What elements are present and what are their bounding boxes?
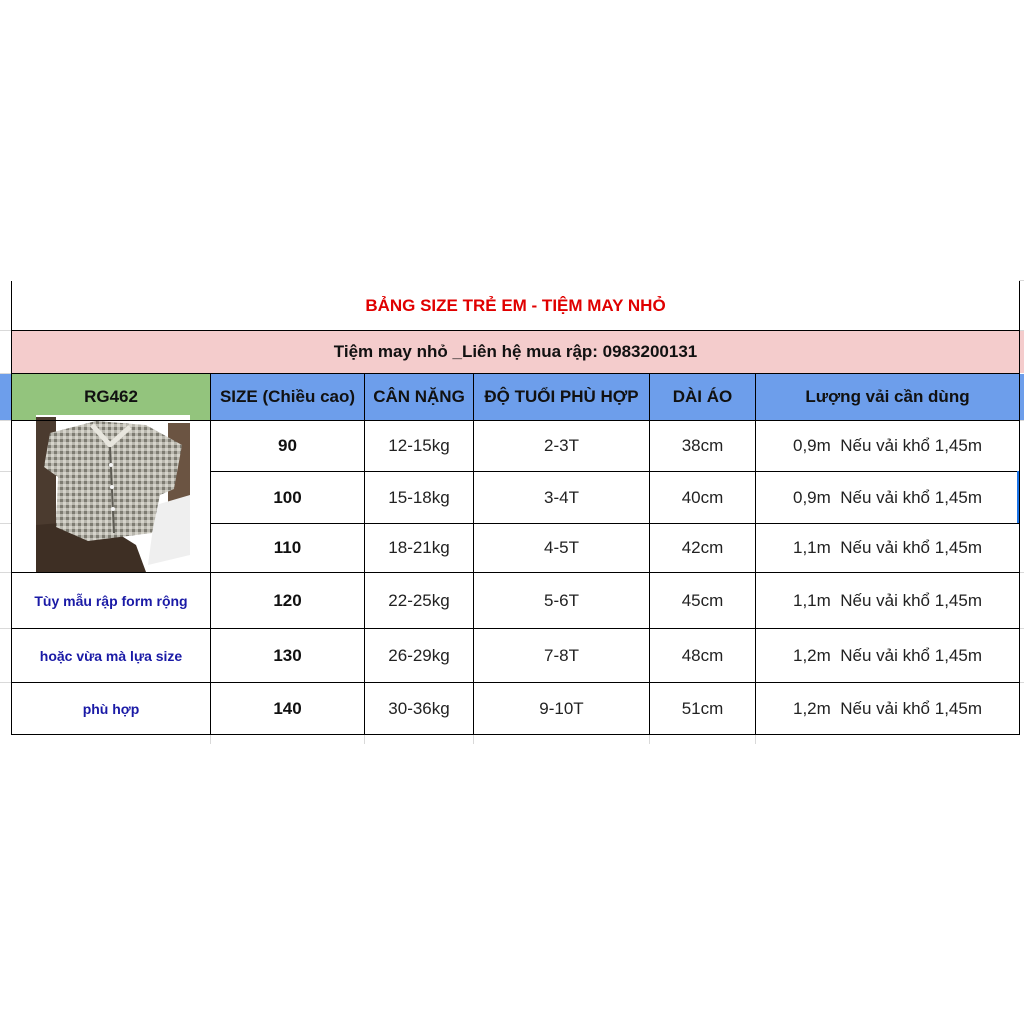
checkered-shirt-image bbox=[36, 415, 190, 572]
weight-cell: 18-21kg bbox=[388, 538, 450, 557]
fabric-cell: 0,9m Nếu vải khổ 1,45m bbox=[793, 487, 982, 507]
size-cell: 140 bbox=[273, 698, 302, 718]
length-cell: 38cm bbox=[681, 436, 724, 455]
border-line bbox=[210, 374, 211, 735]
age-cell: 4-5T bbox=[544, 538, 579, 557]
header-weight: CÂN NẶNG bbox=[365, 374, 473, 420]
border-line bbox=[649, 374, 650, 735]
size-cell: 90 bbox=[278, 436, 297, 455]
border-line bbox=[12, 572, 1020, 573]
age-cell: 9-10T bbox=[539, 698, 584, 718]
pattern-code-cell: RG462 bbox=[12, 374, 210, 420]
note-line-3: phù hợp bbox=[82, 700, 140, 717]
fabric-cell: 1,1m Nếu vải khổ 1,45m bbox=[793, 538, 982, 557]
weight-cell: 30-36kg bbox=[388, 698, 450, 718]
chart-title: BẢNG SIZE TRẺ EM - TIỆM MAY NHỎ bbox=[365, 295, 666, 315]
header-fabric: Lượng vải cần dùng bbox=[756, 374, 1019, 420]
fabric-cell: 1,2m Nếu vải khổ 1,45m bbox=[793, 645, 982, 665]
header-size: SIZE (Chiều cao) bbox=[211, 374, 364, 420]
weight-cell: 22-25kg bbox=[388, 590, 450, 610]
contact-banner: Tiệm may nhỏ _Liên hệ mua rập: 0983200131 bbox=[12, 331, 1019, 373]
border-line bbox=[755, 374, 756, 735]
border-line bbox=[473, 374, 474, 735]
size-cell: 130 bbox=[273, 645, 302, 665]
gridline bbox=[649, 734, 650, 744]
length-cell: 45cm bbox=[681, 590, 724, 610]
product-photo bbox=[36, 415, 190, 572]
length-cell: 42cm bbox=[681, 538, 724, 557]
selection-marker[interactable] bbox=[1017, 471, 1023, 523]
fabric-cell: 0,9m Nếu vải khổ 1,45m bbox=[793, 436, 982, 455]
border-line bbox=[12, 682, 1020, 683]
fabric-cell: 1,2m Nếu vải khổ 1,45m bbox=[793, 698, 982, 718]
border-line bbox=[12, 734, 1020, 735]
border-line bbox=[210, 523, 1020, 524]
gridline bbox=[210, 734, 211, 744]
gridline bbox=[473, 734, 474, 744]
size-cell: 100 bbox=[273, 487, 302, 507]
header-length: DÀI ÁO bbox=[650, 374, 755, 420]
note-line-1: Tùy mẫu rập form rộng bbox=[34, 592, 188, 609]
age-cell: 7-8T bbox=[544, 645, 579, 665]
age-cell: 3-4T bbox=[544, 487, 579, 507]
size-cell: 110 bbox=[273, 538, 302, 557]
length-cell: 51cm bbox=[681, 698, 724, 718]
border-line bbox=[12, 373, 1020, 374]
note-line-2: hoặc vừa mà lựa size bbox=[39, 647, 183, 664]
weight-cell: 26-29kg bbox=[388, 645, 450, 665]
header-age: ĐỘ TUỔI PHÙ HỢP bbox=[474, 374, 649, 420]
header-fill-left bbox=[0, 374, 11, 420]
border-line bbox=[364, 374, 365, 735]
header-fill-right bbox=[1020, 374, 1024, 420]
border-line bbox=[12, 420, 1020, 421]
length-cell: 40cm bbox=[681, 487, 724, 507]
weight-cell: 15-18kg bbox=[388, 487, 450, 507]
fabric-cell: 1,1m Nếu vải khổ 1,45m bbox=[793, 590, 982, 610]
age-cell: 2-3T bbox=[544, 436, 579, 455]
border-line bbox=[11, 281, 12, 735]
length-cell: 48cm bbox=[681, 645, 724, 665]
border-line bbox=[12, 628, 1020, 629]
gridline bbox=[364, 734, 365, 744]
border-line bbox=[12, 330, 1020, 331]
age-cell: 5-6T bbox=[544, 590, 579, 610]
border-line bbox=[210, 471, 1020, 472]
weight-cell: 12-15kg bbox=[388, 436, 450, 455]
gridline bbox=[755, 734, 756, 744]
size-cell: 120 bbox=[273, 590, 302, 610]
